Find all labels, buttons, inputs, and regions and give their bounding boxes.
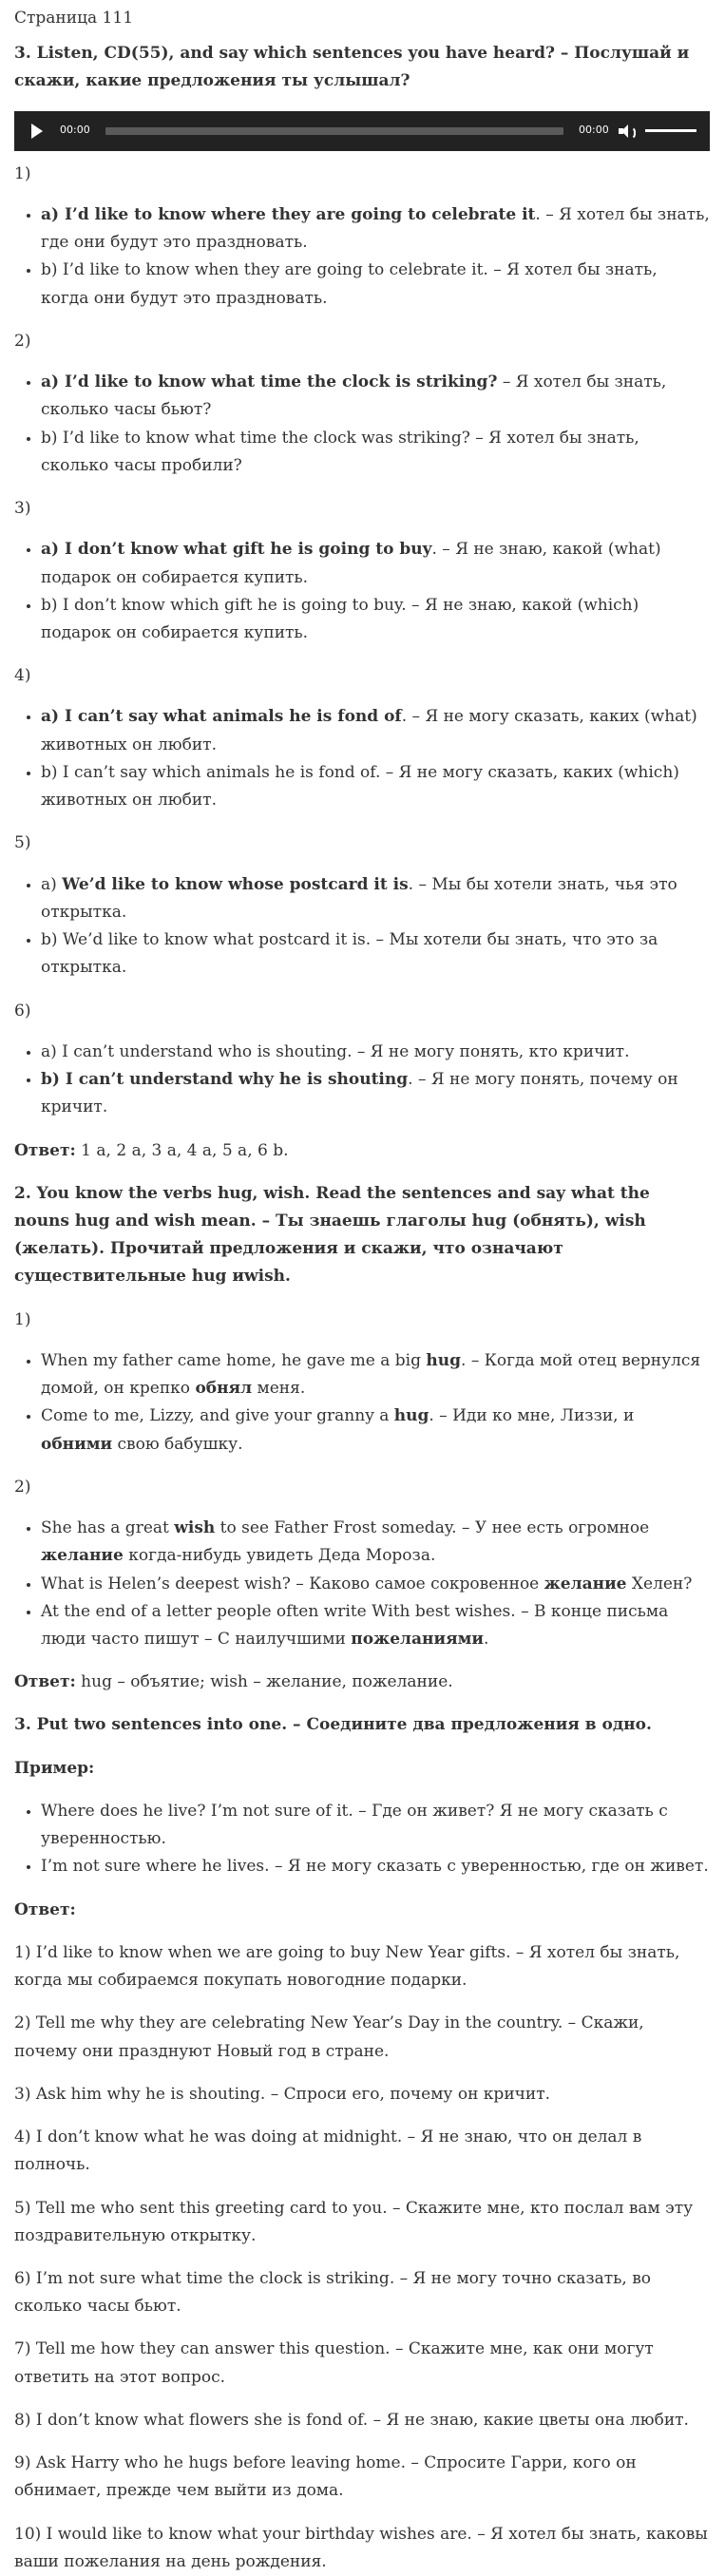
text: . – Я не могу понять, почему он кричит. (41, 1070, 678, 1117)
play-icon[interactable] (31, 124, 43, 139)
bold-sentence: a) I can’t say what animals he is fond of (41, 707, 402, 727)
sentence-list (14, 369, 710, 480)
exercise-1-answer (14, 1137, 710, 1165)
list-item (41, 1571, 710, 1598)
text: меня. (252, 1379, 306, 1399)
text: . – Когда мой отец вернулся домой, он крепко (41, 1350, 701, 1399)
text: She has a great (41, 1518, 175, 1538)
volume-icon[interactable] (619, 124, 636, 139)
bold-sentence: a) I don’t know what gift he is going to buy (41, 540, 432, 560)
sentence-list (14, 871, 710, 983)
text: . – Мы бы хотели знать, чья это открытка. (41, 874, 677, 922)
list-item: • Where does he live? I’m not sure of it. – Где он живет? Я не могу сказать с уверенностью. (41, 1798, 710, 1853)
text: Хелен? (626, 1574, 693, 1593)
list-item (41, 871, 710, 926)
answer-label-line (14, 1897, 710, 1924)
audio-player[interactable] (14, 111, 710, 151)
bold-text: hug (393, 1406, 429, 1426)
wish-examples-list (14, 1515, 710, 1653)
text: At the end of a letter people often write With best wishes. – В конце письма люди часто пишут – С наилучшими (41, 1601, 669, 1650)
bold-sentence: a) I’d like to know where they are going to celebrate it (41, 204, 536, 224)
text: . – Я хотел бы знать, где они будут это праздновать. (41, 204, 710, 253)
answer-item: 6) I’m not sure what time the clock is striking. – Я не могу точно сказать, во сколько часы бьют. (14, 2269, 652, 2317)
duration: 00:00 (579, 124, 609, 137)
group-number: 3) (14, 499, 31, 519)
group-number: 6) (14, 1001, 31, 1021)
exercise-2-title: 2. You know the verbs hug, wish. Read the sentences and say what the nouns hug and wish mean. – Ты знаешь глаголы hug (обнять), wish (желать). Прочитай предложения и скажи, что означают существительные hug иwish. (14, 1183, 650, 1287)
bold-text: желание (41, 1546, 124, 1566)
group-number: 5) (14, 833, 31, 853)
list-item (41, 201, 710, 257)
text: когда-нибудь увидеть Деда Мороза. (123, 1546, 436, 1566)
bold-sentence: a) I’d like to know what time the clock is striking? (41, 372, 498, 392)
text: What is Helen’s deepest wish? – Каково самое сокровенное (41, 1574, 544, 1593)
group-number: 2) (14, 331, 31, 351)
sentence-list (14, 536, 710, 647)
bold-text: обнял (195, 1379, 253, 1399)
group-number: 1) (14, 1309, 31, 1329)
bold-text: пожеланиями (351, 1630, 485, 1650)
group-number: 4) (14, 666, 31, 686)
exercise-1-title: 3. Listen, CD(55), and say which sentences you have heard? – Послушай и скажи, какие предложения ты услышал? (14, 44, 690, 91)
text: . – Иди ко мне, Лиззи, и (429, 1406, 635, 1426)
text: b) We’d like to know what postcard it is. – Мы хотели бы знать, что это за открытка. (41, 930, 658, 978)
volume-slider[interactable] (645, 129, 696, 132)
bold-text: Пример: (14, 1758, 95, 1778)
page-title: Страница 111 (14, 9, 134, 28)
answer-item: 1) I’d like to know when we are going to buy New Year gifts. – Я хотел бы знать, когда мы собираемся покупать новогодние подарки. (14, 1942, 680, 1991)
answer-item: 4) I don’t know what he was doing at midnight. – Я не знаю, что он делал в полночь. (14, 2128, 642, 2175)
exercise-3-answers (14, 1939, 710, 2576)
text: b) I can’t say which animals he is fond of. – Я не могу сказать, каких (which) животных он любит. (41, 762, 679, 811)
list-item (41, 1515, 710, 1570)
list-item (41, 1402, 710, 1458)
bold-sentence: b) I can’t understand why he is shouting (41, 1070, 409, 1090)
sentence-list (14, 201, 710, 313)
list-item (41, 926, 710, 982)
text: . – Я не могу сказать, каких (what) животных он любит. (41, 707, 697, 754)
bold-text: обними (41, 1434, 113, 1454)
list-item (41, 257, 710, 312)
answer-text: 1 a, 2 a, 3 a, 4 a, 5 a, 6 b. (75, 1140, 289, 1160)
answer-item: 8) I don’t know what flowers she is fond of. – Я не знаю, какие цветы она любит. (14, 2410, 689, 2430)
hug-examples-list (14, 1347, 710, 1459)
list-item: • I’m not sure where he lives. – Я не могу сказать с уверенностью, где он живет. (41, 1853, 710, 1880)
text: b) I don’t know which gift he is going to buy. – Я не знаю, какой (which) подарок он собирается купить. (41, 595, 639, 642)
text: When my father came home, he gave me a big (41, 1350, 427, 1370)
text: – Я хотел бы знать, сколько часы бьют? (41, 372, 667, 420)
bold-sentence: We’d like to know whose postcard it is (62, 874, 409, 894)
exercise-1-groups (14, 161, 710, 1122)
text: b) I’d like to know when they are going to celebrate it. – Я хотел бы знать, когда они будут это праздновать. (41, 260, 658, 308)
list-item (41, 592, 710, 647)
bold-text: hug (426, 1350, 462, 1370)
list-item (41, 1598, 710, 1653)
answer-item: 5) Tell me who sent this greeting card to you. – Скажите мне, кто послал вам эту поздравительную открытку. (14, 2198, 694, 2245)
list-item (41, 1066, 710, 1121)
list-item (41, 759, 710, 814)
current-time: 00:00 (60, 124, 90, 137)
text: a) I can’t understand who is shouting. – Я не могу понять, кто кричит. (41, 1041, 630, 1061)
example-list (14, 1798, 710, 1881)
answer-item: 9) Ask Harry who he hugs before leaving home. – Спросите Гарри, кого он обнимает, прежде чем выйти из дома. (14, 2453, 637, 2501)
text: Come to me, Lizzy, and give your granny a (41, 1406, 394, 1426)
exercise-2-answer (14, 1669, 710, 1696)
answer-label: Ответ: (14, 1140, 76, 1160)
progress-bar[interactable] (105, 127, 563, 135)
answer-item: 2) Tell me why they are celebrating New Year’s Day in the country. – Скажи, почему они празднуют Новый год в стране. (14, 2013, 644, 2061)
answer-text: hug – объятие; wish – желание, пожелание. (75, 1672, 453, 1692)
text: . (484, 1630, 489, 1650)
text: b) I’d like to know what time the clock was striking? – Я хотел бы знать, сколько часы пробили? (41, 428, 639, 475)
list-item (41, 369, 710, 424)
group-number: 1) (14, 163, 31, 183)
answer-item: 3) Ask him why he is shouting. – Спроси его, почему он кричит. (14, 2084, 551, 2104)
exercise-3-title: 3. Put two sentences into one. – Соедините два предложения в одно. (14, 1715, 652, 1735)
text: . – Я не знаю, какой (what) подарок он собирается купить. (41, 540, 661, 587)
text: to see Father Frost someday. – У нее есть огромное (215, 1518, 650, 1538)
answer-label: Ответ: (14, 1672, 76, 1692)
list-item (41, 1347, 710, 1402)
list-item (41, 1039, 710, 1066)
example-label (14, 1755, 710, 1783)
bold-text: Ответ: (14, 1899, 76, 1919)
sentence-list (14, 1039, 710, 1122)
sentence-list (14, 703, 710, 814)
text: свою бабушку. (112, 1434, 243, 1454)
answer-item: 7) Tell me how they can answer this question. – Скажите мне, как они могут ответить на этот вопрос. (14, 2339, 654, 2387)
answer-item: 10) I would like to know what your birthday wishes are. – Я хотел бы знать, каковы ваши пожелания на день рождения. (14, 2524, 708, 2571)
list-item (41, 703, 710, 758)
bold-text: wish (174, 1518, 216, 1538)
list-item (41, 425, 710, 480)
group-number: 2) (14, 1477, 31, 1497)
bold-text: желание (544, 1574, 627, 1593)
list-item (41, 536, 710, 591)
text: a) (41, 874, 63, 894)
